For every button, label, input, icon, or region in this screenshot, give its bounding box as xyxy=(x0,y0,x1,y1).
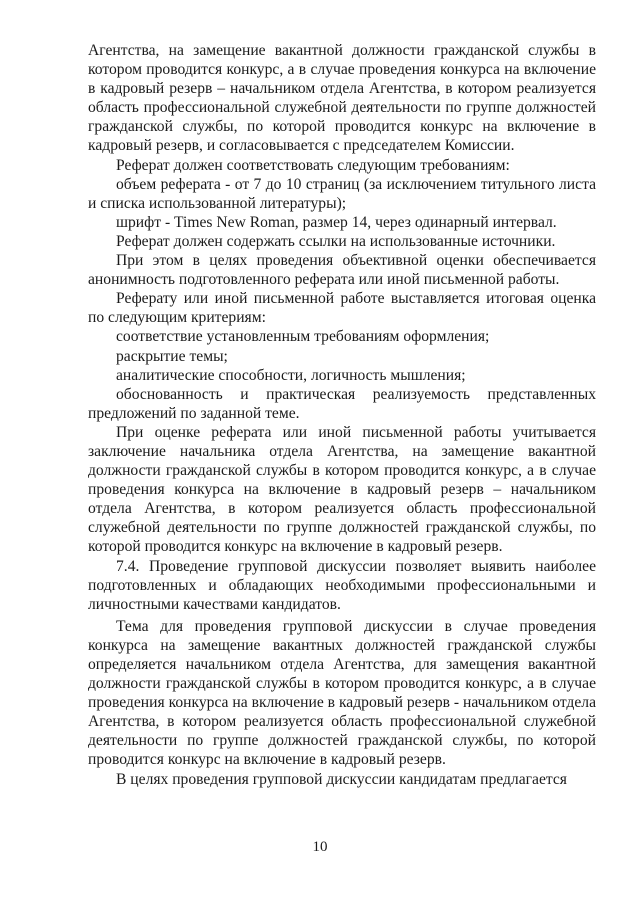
paragraph-essay-requirements-intro: Реферат должен соответствовать следующим требованиям: xyxy=(116,156,510,174)
paragraph-criterion-formatting: соответствие установленным требованиям оформления; xyxy=(116,328,490,346)
paragraph-section-7-4: 7.4. Проведение групповой дискуссии позволяет выявить наиболее подготовленных и обладающих необходимыми профессиональными и личностными качествами кандидатов. xyxy=(88,557,596,613)
paragraph-essay-volume: объем реферата - от 7 до 10 страниц (за исключением титульного листа и списка использованной литературы); xyxy=(88,175,596,212)
paragraph-criterion-analytics: аналитические способности, логичность мышления; xyxy=(116,366,466,384)
paragraph-anonymity: При этом в целях проведения объективной оценки обеспечивается анонимность подготовленного реферата или иной письменной работы. xyxy=(88,252,596,289)
paragraph-continuation: Агентства, на замещение вакантной должности гражданской службы в котором проводится конкурс, а в случае проведения конкурса на включение в кадровый резерв – начальником отдела Агентства, в котором реализуется область профессиональной служебной деятельности по группе должностей гражданской службы, по которой проводится конкурс на включение в кадровый резерв, и согласовывается с председателем Комиссии. xyxy=(88,42,596,155)
page-number: 10 xyxy=(312,839,328,855)
paragraph-criteria-intro: Реферату или иной письменной работе выставляется итоговая оценка по следующим критериям: xyxy=(88,290,596,327)
paragraph-essay-font: шрифт - Times New Roman, размер 14, через одинарный интервал. xyxy=(116,213,557,231)
paragraph-criterion-feasibility: обоснованность и практическая реализуемость представленных предложений по заданной теме. xyxy=(88,385,596,422)
paragraph-discussion-candidates: В целях проведения групповой дискуссии кандидатам предлагается xyxy=(116,770,567,788)
paragraph-assessment-conclusion: При оценке реферата или иной письменной работы учитывается заключение начальника отдела Агентства, на замещение вакантной должности гражданской службы в котором проводится конкурс, а в случае проведения конкурса на включение в кадровый резерв – начальником отдела Агентства, в котором реализуется область профессиональной служебной деятельности по группе должностей гражданской службы, по которой проводится конкурс на включение в кадровый резерв. xyxy=(88,423,596,556)
paragraph-discussion-topic: Тема для проведения групповой дискуссии в случае проведения конкурса на замещение вакантных должностей гражданской службы определяется начальником отдела Агентства, для замещения вакантной должности гражданской службы в котором проводится конкурс, а в случае проведения конкурса на включение в кадровый резерв - начальником отдела Агентства, в котором реализуется область профессиональной служебной деятельности по группе должностей гражданской службы, по которой проводится конкурс на включение в кадровый резерв. xyxy=(88,617,596,769)
paragraph-criterion-topic: раскрытие темы; xyxy=(116,347,228,365)
document-body xyxy=(88,41,596,789)
paragraph-essay-references: Реферат должен содержать ссылки на использованные источники. xyxy=(116,232,556,250)
